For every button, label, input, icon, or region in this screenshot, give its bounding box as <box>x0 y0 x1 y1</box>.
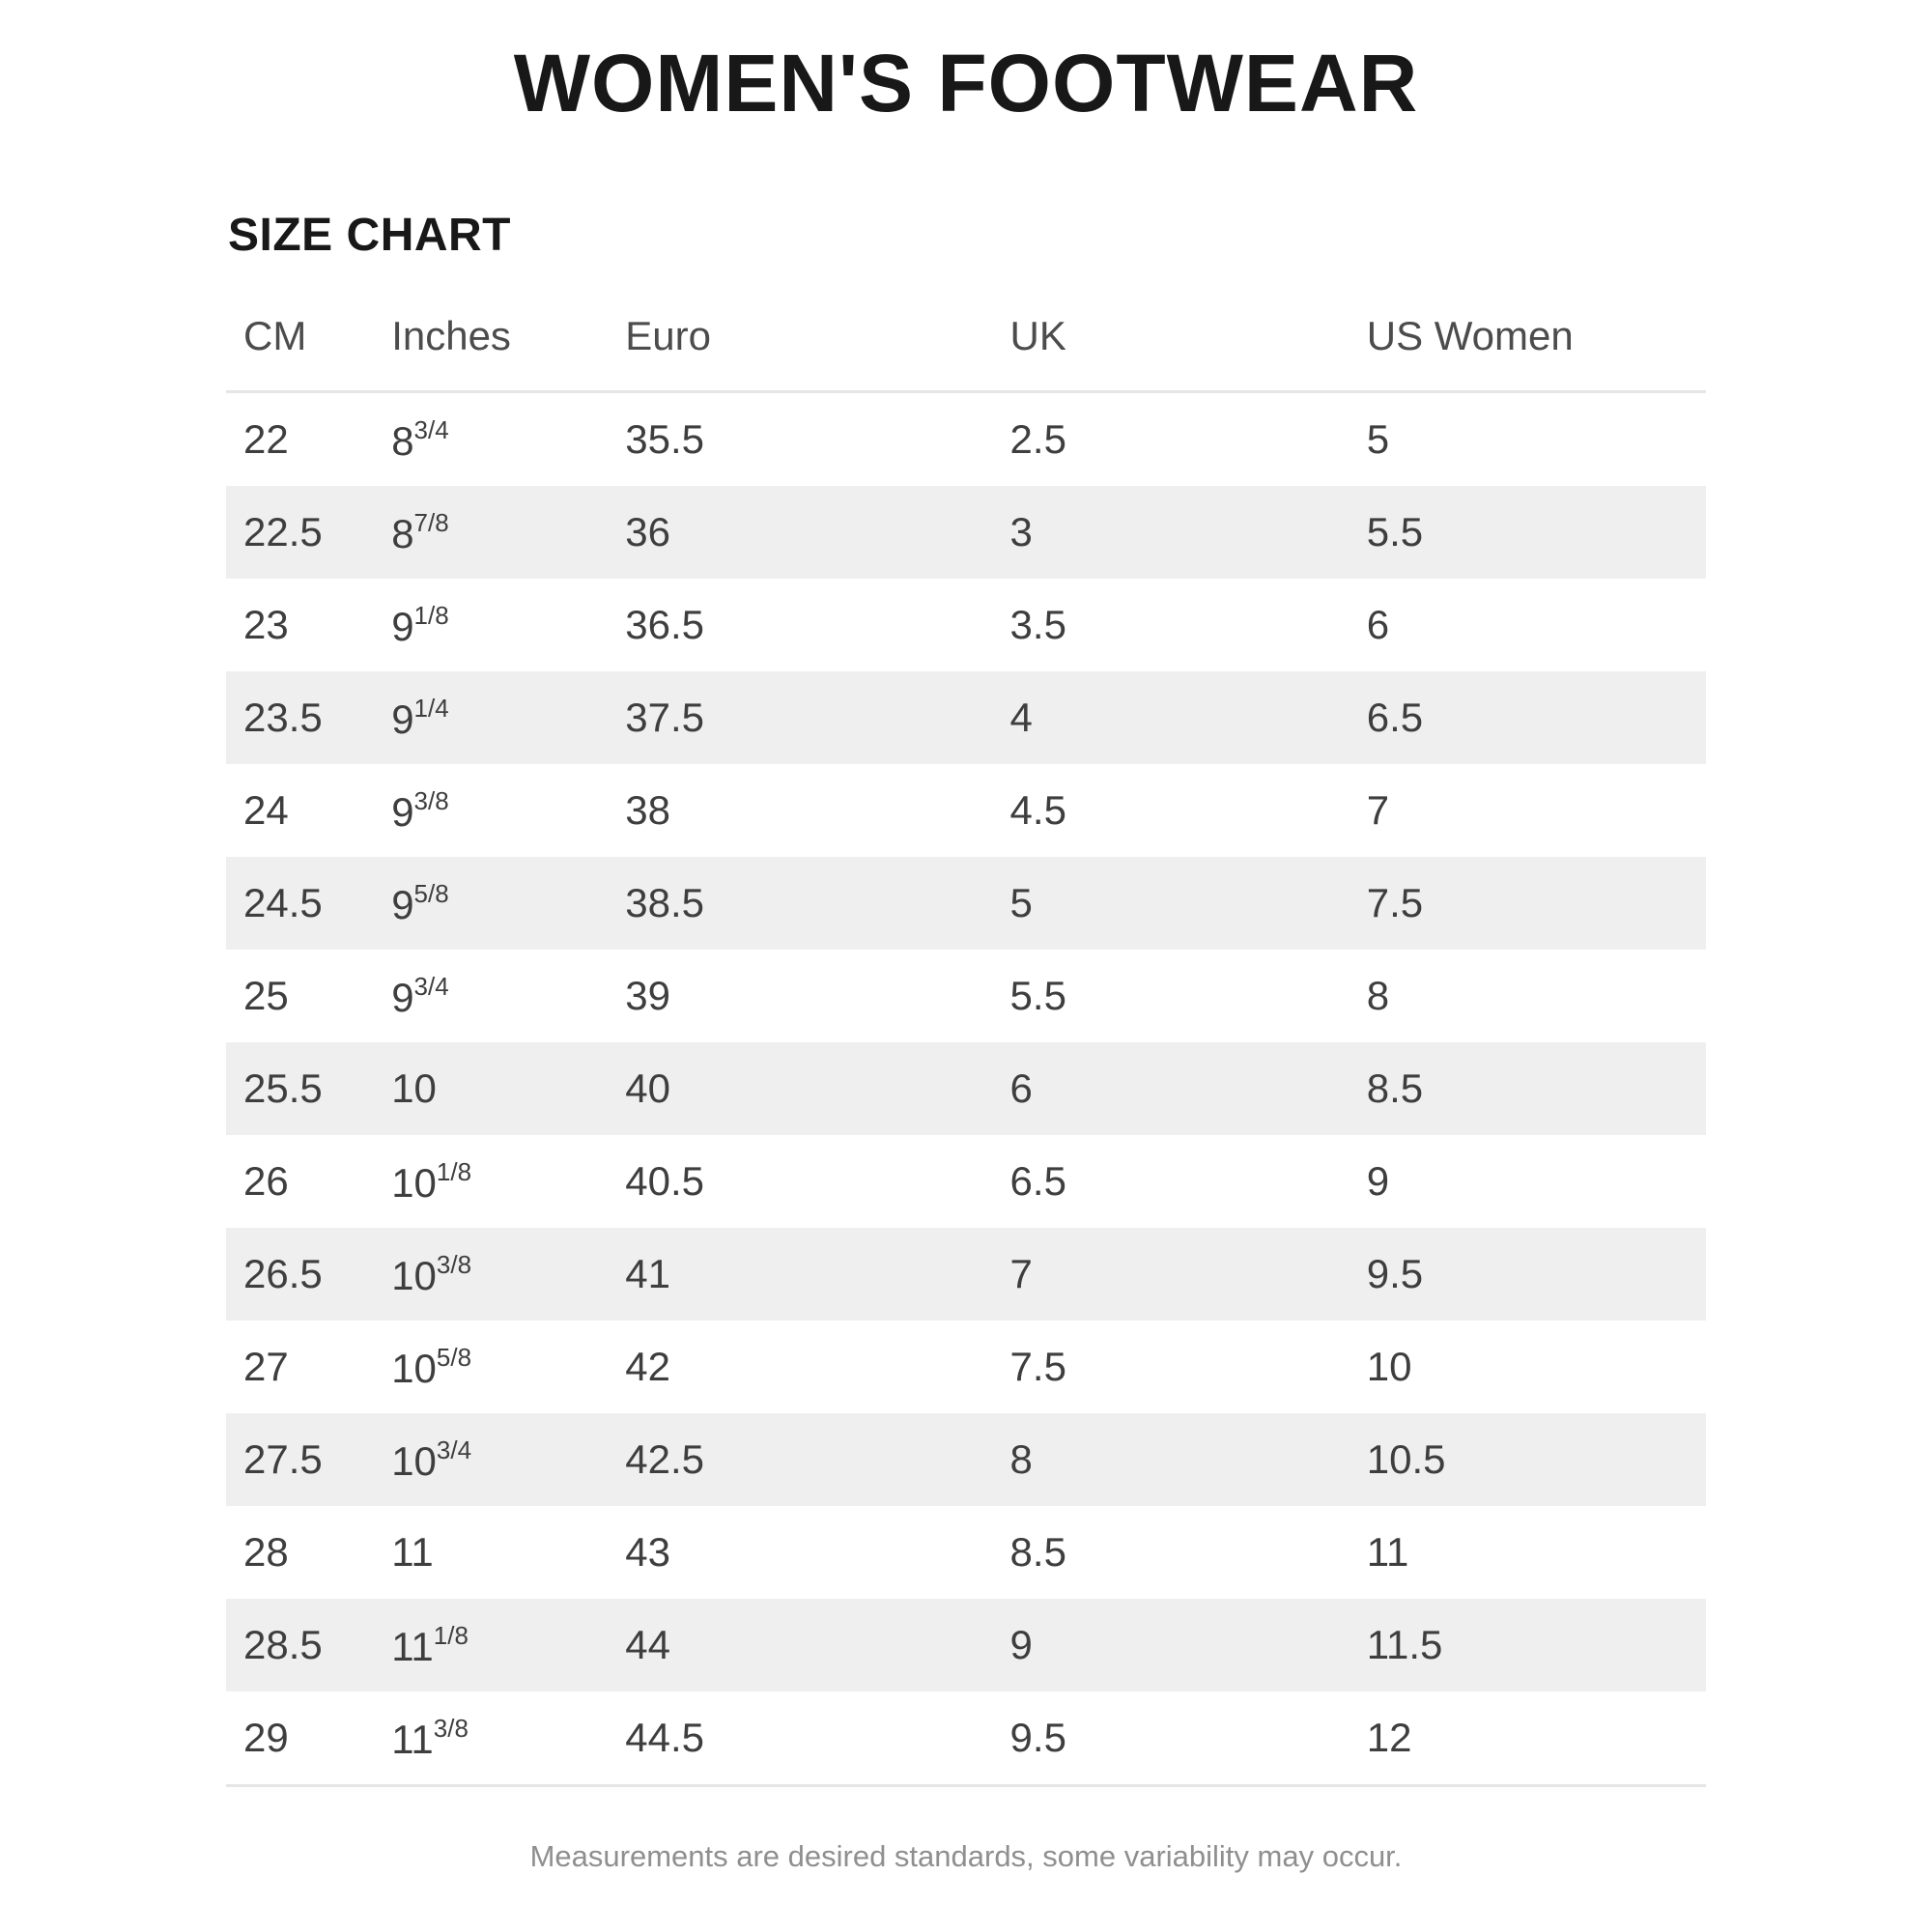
cell-cm: 28.5 <box>243 1622 323 1667</box>
inches-fraction: 5/8 <box>413 878 449 908</box>
cell-us-women: 7.5 <box>1366 880 1424 925</box>
cell-euro: 35.5 <box>625 416 704 462</box>
cell-cm: 24.5 <box>243 880 323 925</box>
page-title: WOMEN'S FOOTWEAR <box>513 38 1419 128</box>
cell-us-women: 9 <box>1366 1158 1390 1204</box>
size-chart-table <box>226 292 1706 1787</box>
column-header-inches: Inches <box>374 292 608 392</box>
cell-inches: $9^{5/8}$ <box>391 878 449 927</box>
cell-uk: 4.5 <box>1009 787 1066 833</box>
cell-inches: $9^{1/8}$ <box>391 600 449 649</box>
cell-uk: 5.5 <box>1009 973 1066 1018</box>
table-row <box>226 1135 1706 1228</box>
size-chart-header <box>226 292 1706 392</box>
cell-euro: 37.5 <box>625 695 704 740</box>
cell-us-women: 10 <box>1366 1344 1412 1389</box>
column-header-cm: CM <box>226 292 374 392</box>
cell-inches: $11^{3/8}$ <box>374 1691 608 1786</box>
inches-fraction: 1/8 <box>433 1620 469 1650</box>
cell-cm: 29 <box>226 1691 374 1786</box>
table-row <box>226 1228 1706 1321</box>
cell-euro: 38.5 <box>625 880 704 925</box>
cell-euro: 42.5 <box>625 1436 704 1482</box>
cell-cm: 28 <box>243 1529 289 1575</box>
cell-uk: 3.5 <box>1009 602 1066 647</box>
cell-euro: 41 <box>625 1251 670 1296</box>
cell-inches: 10 <box>391 1065 437 1111</box>
size-chart-body <box>226 392 1706 1786</box>
cell-cm: 26.5 <box>243 1251 323 1296</box>
cell-us-women: 5.5 <box>1366 509 1424 554</box>
cell-euro: 36 <box>625 509 670 554</box>
section-heading: SIZE CHART <box>228 210 511 261</box>
cell-inches: $10^{3/4}$ <box>391 1435 472 1484</box>
cell-cm: 23 <box>243 602 289 647</box>
cell-uk: 8.5 <box>1009 1529 1066 1575</box>
table-row <box>226 1321 1706 1413</box>
inches-fraction: 3/8 <box>433 1713 469 1743</box>
cell-cm: 24 <box>243 787 289 833</box>
table-row <box>226 1506 1706 1599</box>
cell-uk: 4 <box>1009 695 1033 740</box>
inches-fraction: 1/8 <box>413 600 449 630</box>
cell-euro: 39 <box>625 973 670 1018</box>
cell-us-women: 9.5 <box>1366 1251 1424 1296</box>
cell-inches: $10^{1/8}$ <box>391 1156 472 1206</box>
table-row <box>226 1691 1706 1786</box>
inches-fraction: 7/8 <box>413 507 449 537</box>
cell-euro: 42 <box>625 1344 670 1389</box>
cell-us-women: 8 <box>1366 973 1390 1018</box>
cell-euro: 40.5 <box>625 1158 704 1204</box>
cell-uk: 3 <box>1009 509 1033 554</box>
inches-fraction: 1/4 <box>413 693 449 723</box>
inches-fraction: 3/8 <box>436 1249 472 1279</box>
table-row <box>226 671 1706 764</box>
cell-uk: 5 <box>1009 880 1033 925</box>
cell-us-women: 11.5 <box>1366 1622 1443 1667</box>
table-row <box>226 1413 1706 1506</box>
inches-fraction: 3/8 <box>413 785 449 815</box>
cell-cm: 22 <box>243 416 289 462</box>
header-row <box>226 292 1706 392</box>
cell-uk: 2.5 <box>1009 416 1066 462</box>
cell-euro: 43 <box>625 1529 670 1575</box>
cell-cm: 25 <box>243 973 289 1018</box>
cell-inches: $11^{1/8}$ <box>391 1620 469 1669</box>
measurement-footnote: Measurements are desired standards, some variability may occur. <box>529 1839 1403 1873</box>
cell-us-women: 8.5 <box>1366 1065 1424 1111</box>
inches-fraction: 1/8 <box>436 1156 472 1186</box>
cell-cm: 26 <box>243 1158 289 1204</box>
cell-uk: 7 <box>1009 1251 1033 1296</box>
table-row <box>226 486 1706 579</box>
column-header-us-women: US Women <box>1350 292 1706 392</box>
cell-euro: 36.5 <box>625 602 704 647</box>
table-row <box>226 764 1706 857</box>
cell-inches: 11 <box>391 1529 434 1575</box>
cell-uk: 6 <box>1009 1065 1033 1111</box>
cell-inches: $10^{3/8}$ <box>391 1249 472 1298</box>
cell-us-women: 6 <box>1366 602 1390 647</box>
cell-us-women: 12 <box>1350 1691 1706 1786</box>
cell-inches: $9^{1/4}$ <box>391 693 449 742</box>
cell-uk: 6.5 <box>1009 1158 1066 1204</box>
cell-uk: 9.5 <box>993 1691 1350 1786</box>
cell-inches: $8^{3/4}$ <box>391 414 449 464</box>
column-header-euro: Euro <box>608 292 992 392</box>
column-header-uk: UK <box>993 292 1350 392</box>
table-row <box>226 857 1706 950</box>
cell-euro: 40 <box>625 1065 670 1111</box>
cell-cm: 22.5 <box>243 509 323 554</box>
cell-us-women: 6.5 <box>1366 695 1424 740</box>
cell-uk: 7.5 <box>1009 1344 1066 1389</box>
cell-us-women: 11 <box>1366 1529 1409 1575</box>
cell-us-women: 7 <box>1366 787 1390 833</box>
cell-uk: 9 <box>1009 1622 1033 1667</box>
table-row <box>226 950 1706 1042</box>
cell-us-women: 5 <box>1366 416 1390 462</box>
cell-euro: 38 <box>625 787 670 833</box>
table-row <box>226 1042 1706 1135</box>
inches-fraction: 3/4 <box>413 414 449 444</box>
table-row <box>226 1599 1706 1691</box>
inches-fraction: 5/8 <box>436 1342 472 1372</box>
cell-cm: 27.5 <box>243 1436 323 1482</box>
cell-uk: 8 <box>1009 1436 1033 1482</box>
cell-cm: 27 <box>243 1344 289 1389</box>
inches-fraction: 3/4 <box>413 971 449 1001</box>
table-row <box>226 579 1706 671</box>
cell-euro: 44.5 <box>608 1691 992 1786</box>
cell-inches: $9^{3/8}$ <box>391 785 449 835</box>
cell-inches: $10^{5/8}$ <box>391 1342 472 1391</box>
inches-fraction: 3/4 <box>436 1435 472 1464</box>
size-chart-page <box>226 0 1706 1874</box>
table-row <box>226 392 1706 487</box>
cell-cm: 23.5 <box>243 695 323 740</box>
cell-inches: $9^{3/4}$ <box>391 971 449 1020</box>
cell-us-women: 10.5 <box>1366 1436 1446 1482</box>
cell-cm: 25.5 <box>243 1065 323 1111</box>
cell-inches: $8^{7/8}$ <box>391 507 449 556</box>
cell-euro: 44 <box>625 1622 670 1667</box>
